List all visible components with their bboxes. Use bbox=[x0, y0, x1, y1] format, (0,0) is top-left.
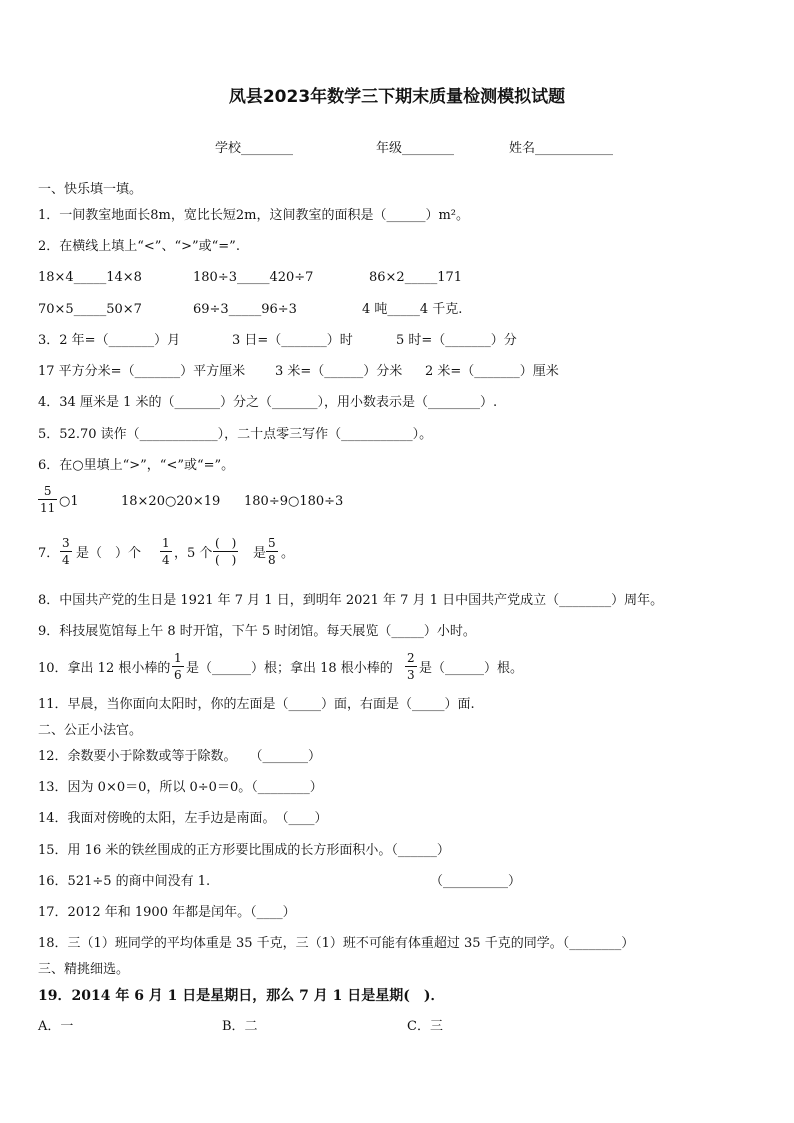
question-12: 12．余数要小于除数或等于除数。 （_______） bbox=[38, 749, 322, 764]
question-9: 9．科技展览馆每上午 8 时开馆，下午 5 时闭馆。每天展览（_____）小时。 bbox=[38, 624, 476, 639]
fraction-denominator: 4 bbox=[162, 553, 170, 567]
section-heading-2: 二、公正小法官。 bbox=[38, 723, 143, 738]
q7-fraction-4 bbox=[266, 536, 278, 567]
q7-text-1: 是（ ）个 bbox=[76, 546, 142, 561]
question-1: 1．一间教室地面长8m，宽比长短2m，这间教室的面积是（______）m²。 bbox=[38, 208, 470, 223]
question-16: 16．521÷5 的商中间没有 1. bbox=[38, 874, 211, 889]
question-14: 14．我面对傍晚的太阳，左手边是南面。 （____） bbox=[38, 811, 328, 826]
q10-text-1: 是（______）根；拿出 18 根小棒的 bbox=[186, 661, 393, 676]
question-11: 11．早晨，当你面向太阳时，你的左面是（_____）面，右面是（_____）面. bbox=[38, 697, 475, 712]
fraction-denominator: 11 bbox=[40, 501, 56, 515]
q10-fraction-1 bbox=[172, 651, 184, 682]
q6-fraction bbox=[38, 484, 57, 515]
question-15: 15．用 16 米的铁丝围成的正方形要比围成的长方形面积小。（______） bbox=[38, 843, 450, 858]
question-8: 8．中国共产党的生日是 1921 年 7 月 1 日，到明年 2021 年 7 月 1 日中国共产党成立（________）周年。 bbox=[38, 593, 664, 608]
q2-item-d: 70×5_____50×7 bbox=[38, 302, 142, 317]
question-2: 2．在横线上填上“<”、“>”或“=”. bbox=[38, 239, 240, 254]
fraction-denominator: ( ) bbox=[215, 553, 237, 567]
question-6: 6．在○里填上“>”，“<”或“=”。 bbox=[38, 458, 235, 473]
q2-item-f: 4 吨_____4 千克. bbox=[362, 302, 463, 317]
q7-text-4: 。 bbox=[281, 546, 295, 561]
q2-item-c: 86×2_____171 bbox=[369, 270, 463, 285]
q16-answer-blank: （__________） bbox=[430, 874, 522, 889]
page-title: 凤县2023年数学三下期末质量检测模拟试题 bbox=[228, 87, 566, 107]
fraction-denominator: 3 bbox=[407, 668, 415, 682]
q19-option-c: C．三 bbox=[407, 1019, 443, 1034]
q7-text-2: ，5 个 bbox=[174, 546, 213, 561]
q7-text-3: 是 bbox=[253, 546, 267, 561]
fraction-numerator: 1 bbox=[162, 536, 170, 550]
q10-text-2: 是（______）根。 bbox=[419, 661, 524, 676]
q7-fraction-1 bbox=[60, 536, 72, 567]
fraction-denominator: 4 bbox=[62, 553, 70, 567]
q2-item-a: 18×4_____14×8 bbox=[38, 270, 142, 285]
q3-item-d: 17 平方分米=（_______）平方厘米 bbox=[38, 364, 246, 379]
q19-option-b: B．二 bbox=[222, 1019, 258, 1034]
q3-item-a: 3．2 年=（_______）月 bbox=[38, 333, 181, 348]
fraction-numerator: 2 bbox=[407, 651, 415, 665]
grade-field: 年级________ bbox=[376, 141, 455, 156]
school-field: 学校________ bbox=[215, 141, 294, 156]
q7-fraction-3 bbox=[213, 536, 238, 567]
q10-fraction-2 bbox=[405, 651, 417, 682]
fraction-numerator: 5 bbox=[268, 536, 276, 550]
q7-prefix: 7． bbox=[38, 546, 60, 561]
fraction-numerator: 5 bbox=[43, 484, 52, 498]
q6-item-b: 18×20○20×19 bbox=[121, 494, 221, 509]
q6-item-c: 180÷9○180÷3 bbox=[244, 494, 344, 509]
section-heading-1: 一、快乐填一填。 bbox=[38, 182, 143, 197]
fraction-numerator: 3 bbox=[62, 536, 70, 550]
question-18: 18．三（1）班同学的平均体重是 35 千克，三（1）班不可能有体重超过 35 千克的同学。（________） bbox=[38, 936, 635, 951]
question-17: 17．2012 年和 1900 年都是闰年。（____） bbox=[38, 905, 296, 920]
section-heading-3: 三、精挑细选。 bbox=[38, 962, 130, 977]
fraction-denominator: 8 bbox=[268, 553, 276, 567]
fraction-numerator: ( ) bbox=[215, 536, 237, 550]
q10-prefix: 10．拿出 12 根小棒的 bbox=[38, 661, 171, 676]
question-4: 4．34 厘米是 1 米的（_______）分之（_______），用小数表示是（________）. bbox=[38, 395, 498, 410]
question-19: 19．2014 年 6 月 1 日是星期日，那么 7 月 1 日是星期( )． bbox=[38, 988, 445, 1004]
fraction-numerator: 1 bbox=[174, 651, 182, 665]
q6-item-a: ○1 bbox=[59, 494, 79, 509]
q3-item-b: 3 日=（_______）时 bbox=[232, 333, 353, 348]
question-5: 5．52.70 读作（____________），二十点零三写作（___________）。 bbox=[38, 427, 433, 442]
name-field: 姓名____________ bbox=[509, 141, 614, 156]
q7-fraction-2 bbox=[160, 536, 172, 567]
q3-item-f: 2 米=（_______）厘米 bbox=[425, 364, 559, 379]
q2-item-b: 180÷3_____420÷7 bbox=[193, 270, 314, 285]
q3-item-c: 5 时=（_______）分 bbox=[396, 333, 517, 348]
q2-item-e: 69÷3_____96÷3 bbox=[193, 302, 297, 317]
q19-option-a: A．一 bbox=[38, 1019, 74, 1034]
fraction-denominator: 6 bbox=[174, 668, 182, 682]
question-13: 13．因为 0×0＝0，所以 0÷0＝0。（________） bbox=[38, 780, 323, 795]
q3-item-e: 3 米=（______）分米 bbox=[275, 364, 403, 379]
